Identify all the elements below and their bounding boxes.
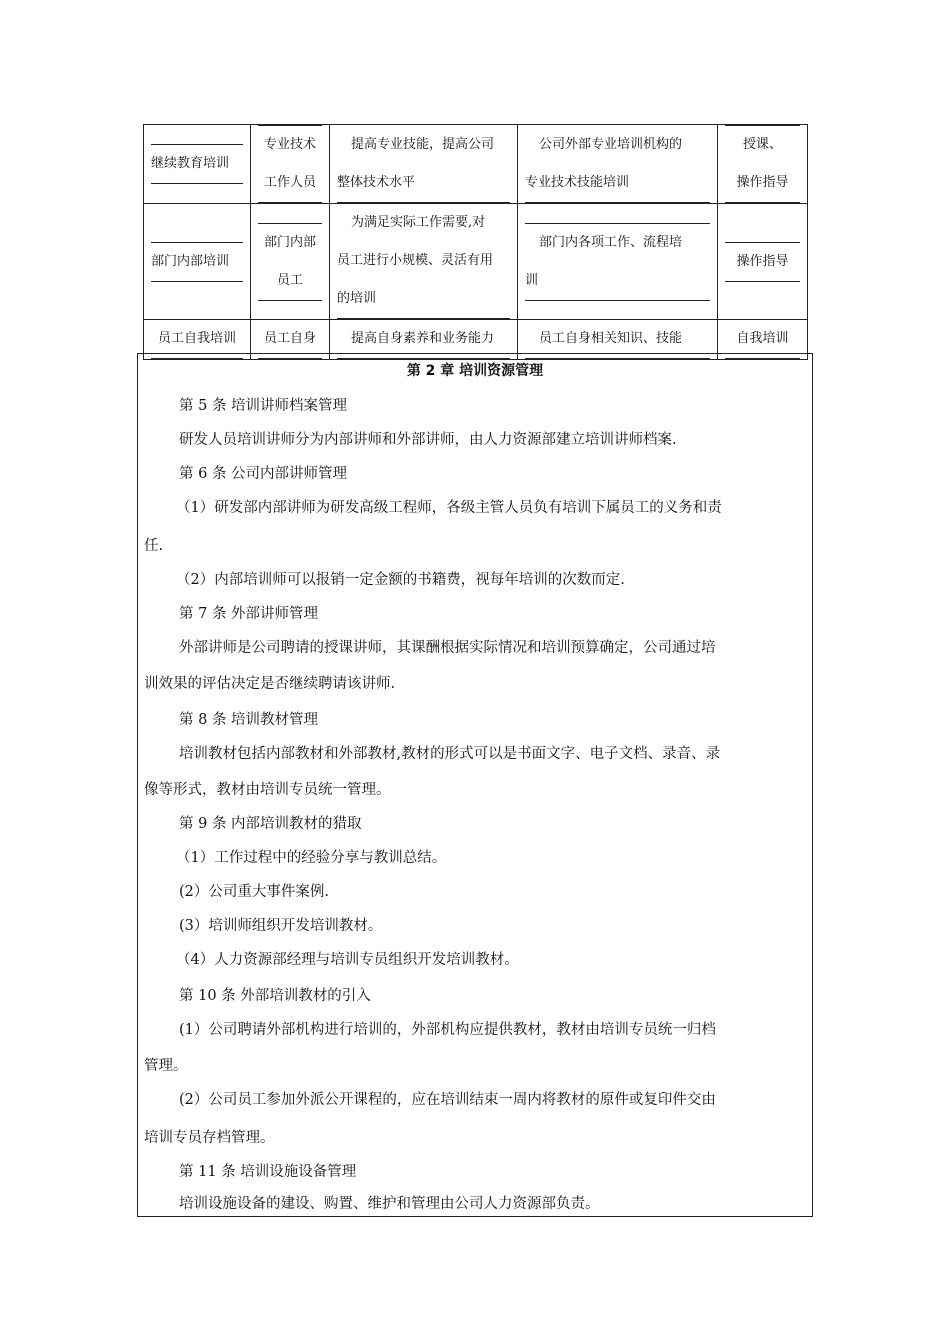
- table-row: [144, 204, 808, 320]
- goal-line: 提高专业技能，提高公司: [351, 136, 495, 152]
- paragraph-line: 培训教材包括内部教材和外部教材,教材的形式可以是书面文字、电子文档、录音、录: [179, 746, 721, 762]
- target-line: 专业技术: [263, 137, 316, 152]
- article-heading: 第 8 条 培训教材管理: [179, 712, 319, 728]
- list-item: (2）公司重大事件案例.: [179, 884, 329, 900]
- training-type-table: [143, 124, 808, 360]
- article-heading: 第 6 条 公司内部讲师管理: [179, 466, 348, 482]
- goal-line: 提高自身素养和业务能力: [337, 320, 510, 359]
- goal-line: 为满足实际工作需要,对: [351, 215, 486, 230]
- paragraph-line: （1）研发部内部讲师为研发高级工程师，各级主管人员负有培训下属员工的义务和责: [176, 500, 722, 516]
- goal-line: 整体技术水平: [337, 164, 510, 203]
- method-cell: [718, 125, 808, 204]
- content-line: 公司外部专业培训机构的: [539, 136, 683, 152]
- paragraph-line: 外部讲师是公司聘请的授课讲师，其课酬根据实际情况和培训预算确定，公司通过培: [179, 640, 716, 656]
- paragraph-line: 培训专员存档管理。: [144, 1130, 275, 1146]
- list-item: (3）培训师组织开发培训教材。: [179, 918, 383, 934]
- target-cell: [251, 204, 330, 320]
- training-name: 员工自我培训: [151, 320, 243, 359]
- chapter-title: 第 2 章 培训资源管理: [406, 363, 544, 379]
- goal-cell: [330, 204, 518, 320]
- paragraph-line: 培训设施设备的建设、购置、维护和管理由公司人力资源部负责。: [179, 1196, 600, 1212]
- content-line: 训: [525, 262, 710, 301]
- content-cell: [518, 204, 718, 320]
- target-cell: [251, 125, 330, 204]
- table-row: [144, 125, 808, 204]
- paragraph-line: 管理。: [144, 1058, 188, 1074]
- list-item: （4）人力资源部经理与培训专员组织开发培训教材。: [176, 952, 519, 968]
- method-cell: [718, 204, 808, 320]
- content-line: 部门内各项工作、流程培: [539, 234, 683, 250]
- goal-line: 员工进行小规模、灵活有用: [337, 253, 494, 268]
- paragraph-line: 任.: [144, 538, 164, 554]
- chapter-content-box: [137, 353, 813, 1217]
- content-line: 员工自身相关知识、技能: [525, 320, 710, 359]
- training-name: 部门内部培训: [151, 243, 243, 282]
- paragraph-line: (2）公司员工参加外派公开课程的，应在培训结束一周内将教材的原件或复印件交由: [179, 1092, 716, 1108]
- training-name-cell: [144, 125, 251, 204]
- target-line: 员工自身: [258, 320, 322, 359]
- paragraph-line: 研发人员培训讲师分为内部讲师和外部讲师，由人力资源部建立培训讲师档案.: [179, 432, 677, 448]
- training-name-cell: [144, 204, 251, 320]
- training-name: 继续教育培训: [151, 145, 243, 184]
- method-line: 自我培训: [725, 320, 800, 359]
- goal-cell: [330, 125, 518, 204]
- article-heading: 第 11 条 培训设施设备管理: [179, 1164, 357, 1180]
- list-item: （1）工作过程中的经验分享与教训总结。: [176, 850, 447, 866]
- method-line: 操作指导: [725, 164, 800, 203]
- method-line: 授课、: [742, 137, 782, 152]
- article-heading: 第 10 条 外部培训教材的引入: [179, 988, 371, 1004]
- method-line: 操作指导: [725, 243, 800, 282]
- article-heading: 第 7 条 外部讲师管理: [179, 606, 319, 622]
- target-line: 部门内部: [263, 234, 316, 250]
- content-line: 专业技术技能培训: [525, 164, 710, 203]
- goal-line: 的培训: [337, 280, 510, 319]
- target-line: 员工: [258, 262, 322, 301]
- article-heading: 第 5 条 培训讲师档案管理: [179, 398, 348, 414]
- article-heading: 第 9 条 内部培训教材的猎取: [179, 816, 362, 832]
- target-line: 工作人员: [258, 164, 322, 203]
- paragraph-line: 训效果的评估决定是否继续聘请该讲师.: [144, 676, 396, 692]
- paragraph-line: (1）公司聘请外部机构进行培训的，外部机构应提供教材，教材由培训专员统一归档: [179, 1022, 716, 1038]
- paragraph-line: 像等形式，教材由培训专员统一管理。: [144, 782, 391, 798]
- paragraph-line: （2）内部培训师可以报销一定金额的书籍费，视每年培训的次数而定.: [176, 572, 625, 588]
- content-cell: [518, 125, 718, 204]
